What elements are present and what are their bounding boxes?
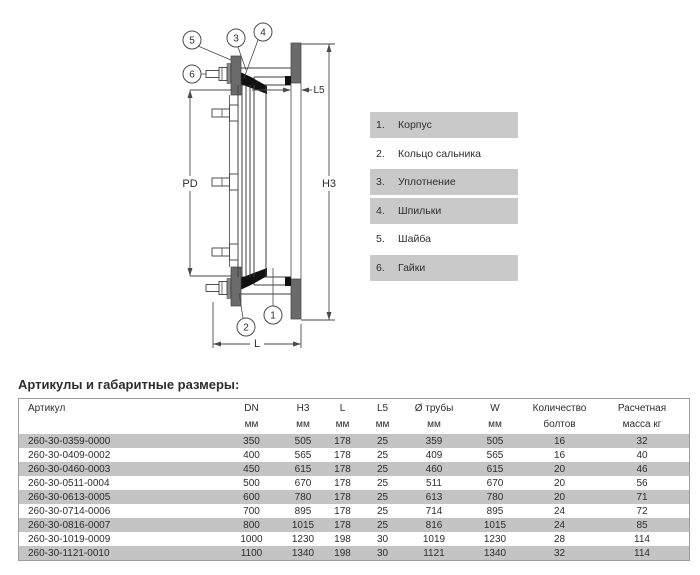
svg-text:4: 4 [260, 27, 266, 39]
stud [212, 244, 238, 260]
cell-article: 260-30-0511-0004 [28, 477, 110, 489]
legend-item [370, 141, 518, 167]
cell-h3: 505 [294, 435, 312, 447]
cell-article: 260-30-0714-0006 [28, 505, 111, 517]
column-header-unit: мм [296, 419, 310, 430]
legend-item-label: Шайба [398, 233, 431, 245]
cell-w: 615 [486, 463, 504, 475]
cell-mass: 72 [636, 505, 648, 517]
legend-item-label: Кольцо сальника [398, 147, 481, 160]
cell-dn: 500 [243, 477, 260, 489]
cell-w: 1015 [483, 519, 507, 531]
washer [227, 64, 231, 84]
column-header-label: L [339, 403, 346, 414]
cell-l5: 25 [376, 491, 389, 503]
gland-ring [231, 56, 241, 95]
cell-bolt-count: 24 [553, 519, 566, 531]
column-header-unit: болтов [543, 419, 576, 430]
callout-2 [237, 318, 255, 336]
cell-l: 198 [334, 547, 351, 559]
legend-item-number: 6. [376, 261, 385, 274]
cell-h3: 615 [294, 463, 312, 475]
cell-article: 260-30-1019-0009 [28, 533, 111, 545]
svg-text:3: 3 [233, 33, 239, 45]
legend-item-number: 1. [376, 119, 385, 131]
cell-w: 895 [486, 505, 504, 517]
cell-h3: 895 [294, 505, 312, 517]
cell-pipe-diameter: 359 [425, 435, 443, 447]
legend-item [370, 112, 518, 138]
column-header-unit: масса кг [622, 419, 662, 430]
cell-w: 670 [486, 477, 504, 489]
cell-l5: 25 [376, 519, 389, 531]
dim-L [213, 302, 301, 350]
cell-h3: 780 [294, 491, 312, 503]
cell-w: 505 [486, 435, 504, 447]
svg-text:5: 5 [189, 35, 195, 47]
cell-l5: 30 [376, 547, 389, 559]
cell-mass: 114 [634, 547, 650, 559]
table-row [19, 462, 690, 476]
nut [219, 68, 227, 81]
cell-bolt-count: 20 [553, 491, 566, 503]
cell-pipe-diameter: 714 [425, 505, 443, 517]
legend-item-label: Шпильки [398, 204, 442, 217]
cell-l: 178 [334, 463, 351, 475]
column-header-unit [28, 419, 219, 429]
legend-item [370, 198, 518, 224]
legend-item-number: 4. [376, 204, 385, 217]
column-header-label: Расчетная [617, 403, 667, 414]
cell-dn: 800 [243, 519, 260, 531]
wall-section [291, 43, 301, 83]
stud [212, 105, 238, 121]
dimensions-table [18, 398, 690, 561]
cell-w: 565 [486, 449, 504, 461]
column-header-label: H3 [296, 403, 310, 414]
column-header-label: Ø трубы [414, 403, 454, 414]
column-header [363, 399, 402, 435]
cell-h3: 670 [294, 477, 312, 489]
cell-h3: 565 [294, 449, 312, 461]
cell-mass: 46 [636, 463, 648, 475]
cell-bolt-count: 32 [553, 547, 566, 559]
cell-l5: 30 [376, 533, 389, 545]
cell-pipe-diameter: 1019 [422, 533, 446, 545]
callout-4 [254, 23, 272, 41]
cell-l: 178 [334, 505, 351, 517]
dim-label-l5: L5 [313, 85, 325, 96]
legend-item-label: Гайки [398, 261, 426, 274]
column-header-unit: мм [244, 419, 259, 430]
column-header [524, 399, 595, 435]
cell-w: 1340 [483, 547, 507, 559]
column-header [322, 399, 363, 435]
legend-item [370, 226, 518, 252]
cell-l5: 25 [376, 449, 389, 461]
svg-text:6: 6 [189, 69, 195, 81]
column-header-label: Артикул [28, 403, 66, 414]
column-header-label: W [490, 403, 500, 414]
cell-l: 178 [334, 449, 351, 461]
column-header [19, 399, 220, 435]
cell-article: 260-30-1121-0010 [28, 547, 110, 559]
stud [206, 71, 219, 78]
column-header [466, 399, 524, 435]
cell-article: 260-30-0613-0005 [28, 491, 111, 503]
cell-l5: 25 [376, 463, 389, 475]
cell-dn: 1100 [240, 547, 263, 559]
cell-article: 260-30-0460-0003 [28, 463, 111, 475]
column-header-unit: мм [375, 419, 390, 430]
cell-bolt-count: 20 [553, 477, 566, 489]
cell-pipe-diameter: 409 [425, 449, 443, 461]
cell-pipe-diameter: 816 [425, 519, 443, 531]
cell-bolt-count: 24 [553, 505, 566, 517]
cell-l5: 25 [376, 477, 389, 489]
cell-mass: 56 [636, 477, 648, 489]
table-row [19, 546, 690, 561]
cell-pipe-diameter: 613 [425, 491, 443, 503]
cell-dn: 350 [243, 435, 260, 447]
callout-3 [227, 29, 245, 47]
cell-l: 198 [334, 533, 351, 545]
column-header-label: L5 [376, 403, 389, 414]
cell-dn: 400 [243, 449, 260, 461]
dim-label-l: L [253, 338, 261, 350]
stud [212, 174, 238, 190]
cell-dn: 700 [243, 505, 260, 517]
column-header [284, 399, 322, 435]
table-row [19, 448, 690, 462]
cell-mass: 40 [636, 449, 648, 461]
table-title: Артикулы и габаритные размеры: [18, 377, 240, 392]
cell-bolt-count: 16 [553, 449, 566, 461]
cell-dn: 600 [243, 491, 260, 503]
table-header [19, 399, 690, 435]
column-header [595, 399, 690, 435]
column-header [219, 399, 284, 435]
cell-mass: 71 [636, 491, 648, 503]
cell-h3: 1230 [291, 533, 315, 545]
cell-article: 260-30-0359-0000 [28, 435, 111, 447]
cell-l: 178 [334, 477, 351, 489]
cell-bolt-count: 28 [553, 533, 566, 545]
legend-item-number: 2. [376, 147, 385, 160]
dim-label-h3: H3 [321, 178, 337, 190]
cell-pipe-diameter: 460 [425, 463, 443, 475]
table-row [19, 532, 690, 546]
middle-studs [212, 105, 238, 260]
cell-w: 1230 [483, 533, 507, 545]
callout-1 [264, 306, 282, 324]
callout-5 [183, 31, 201, 49]
legend-item [370, 169, 518, 195]
cell-article: 260-30-0409-0002 [28, 449, 111, 461]
cell-mass: 85 [636, 519, 648, 531]
column-header-unit: мм [427, 419, 441, 430]
column-header-unit: мм [335, 419, 350, 430]
legend-item-number: 5. [376, 233, 385, 245]
table-row [19, 504, 690, 518]
column-header [402, 399, 466, 435]
cell-bolt-count: 16 [553, 435, 566, 447]
cell-pipe-diameter: 511 [426, 477, 442, 489]
svg-text:1: 1 [270, 310, 276, 322]
table-body [19, 434, 690, 561]
cell-l: 178 [334, 519, 351, 531]
cell-bolt-count: 20 [553, 463, 566, 475]
legend-item-label: Уплотнение [398, 176, 456, 188]
cell-l: 178 [334, 435, 351, 447]
cell-w: 780 [486, 491, 504, 503]
table-row [19, 434, 690, 448]
cell-mass: 114 [634, 533, 650, 545]
dim-label-pd: PD [182, 178, 198, 190]
svg-text:2: 2 [243, 322, 249, 334]
cell-l5: 25 [376, 435, 389, 447]
cell-l5: 25 [376, 505, 389, 517]
column-header-label: Количество [532, 403, 587, 414]
cell-h3: 1015 [291, 519, 315, 531]
cell-l: 178 [334, 491, 351, 503]
cell-dn: 1000 [240, 533, 263, 545]
legend-item [370, 255, 518, 281]
table-row [19, 476, 690, 490]
callout-6 [183, 65, 201, 83]
parts-legend [370, 112, 518, 283]
weld-corner [285, 76, 291, 85]
legend-item-number: 3. [376, 176, 385, 188]
cell-article: 260-30-0816-0007 [28, 519, 111, 531]
table-row [19, 490, 690, 504]
cell-dn: 450 [243, 463, 260, 475]
packing-stack [238, 85, 254, 277]
column-header-unit: мм [488, 419, 502, 430]
legend-item-label: Корпус [398, 119, 432, 131]
cell-pipe-diameter: 1121 [423, 547, 445, 559]
table-row [19, 518, 690, 532]
column-header-label: DN [244, 403, 259, 414]
cell-h3: 1340 [291, 547, 315, 559]
cell-mass: 32 [636, 435, 648, 447]
